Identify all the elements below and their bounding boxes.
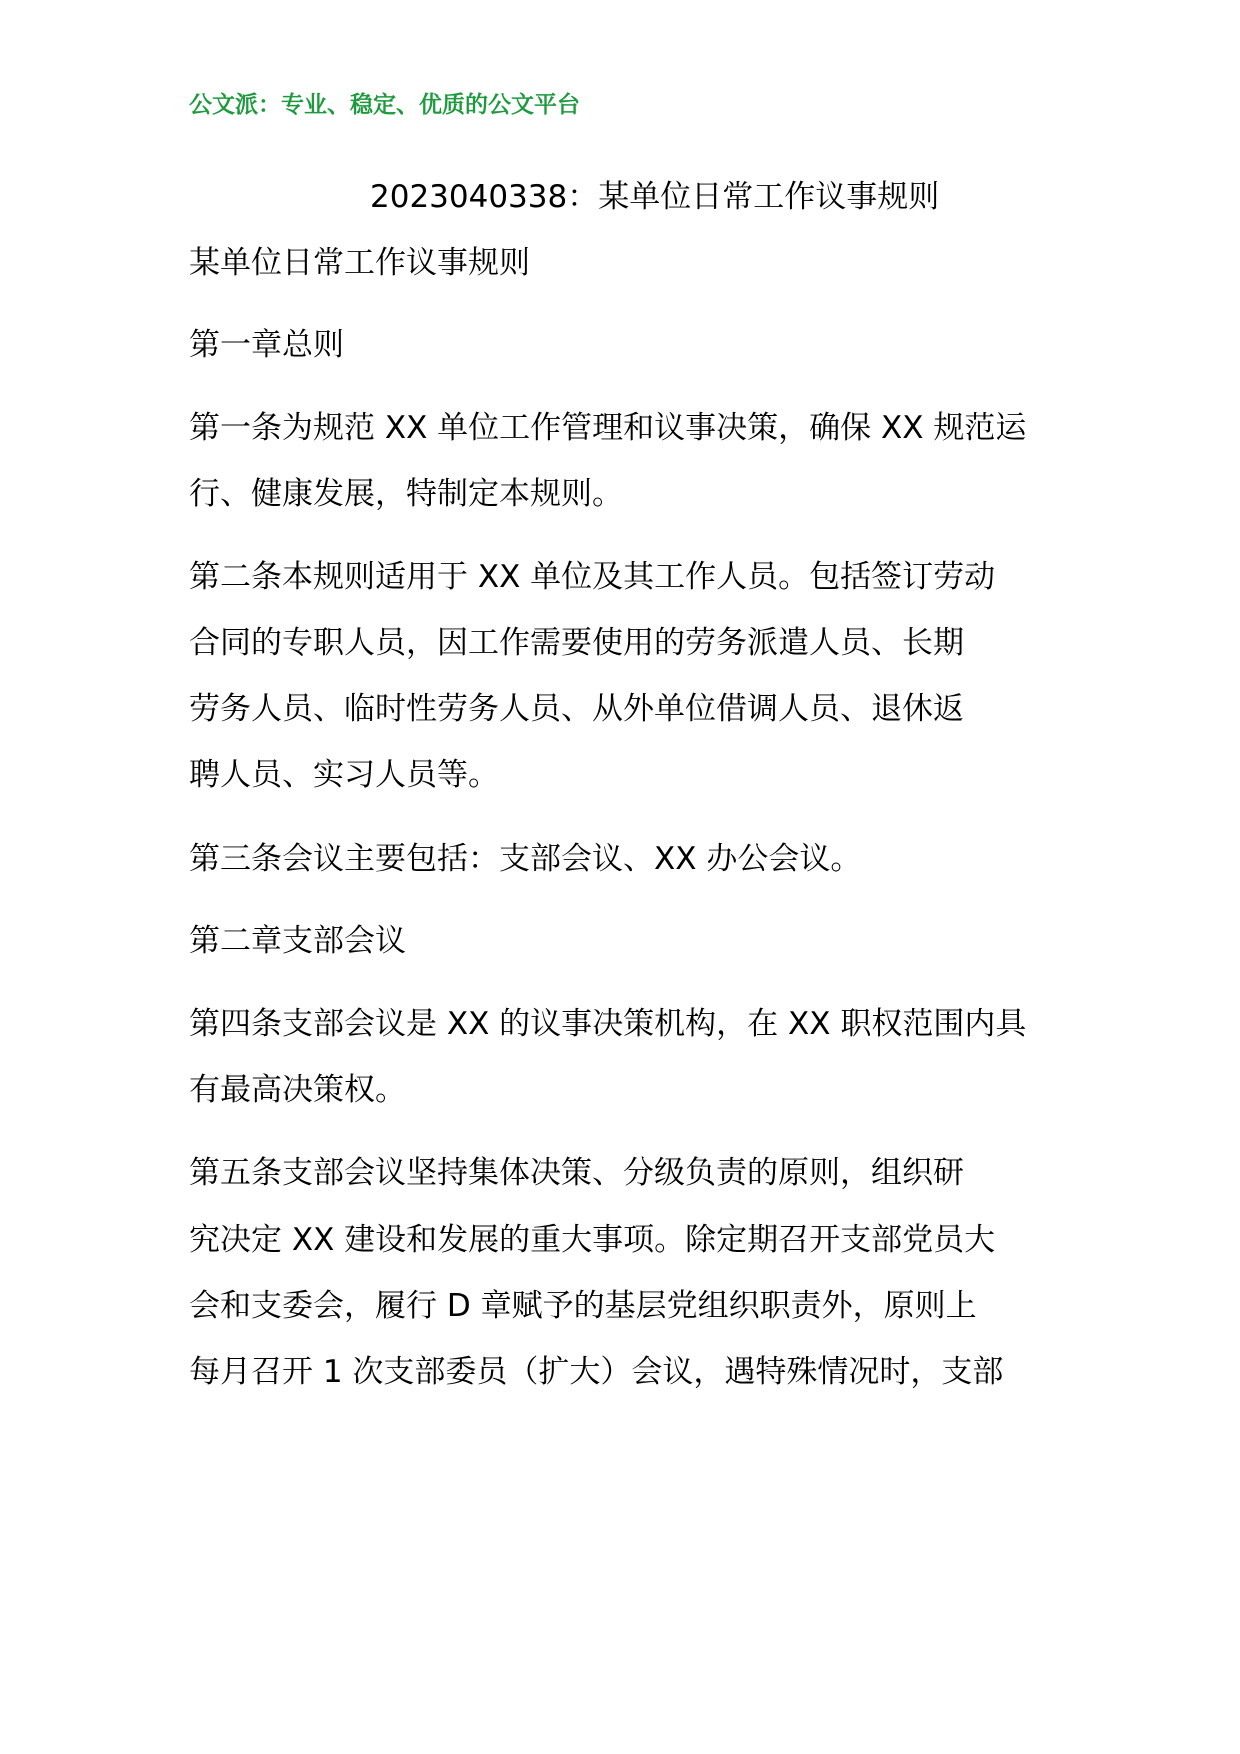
paragraph-line: 第二条本规则适用于 XX 单位及其工作人员。包括签订劳动: [189, 559, 996, 595]
document-heading: 某单位日常工作议事规则: [189, 245, 530, 281]
paragraph-line: 第五条支部会议坚持集体决策、分级负责的原则，组织研: [189, 1155, 964, 1191]
paragraph-line: 聘人员、实习人员等。: [189, 757, 499, 793]
paragraph-line: 行、健康发展，特制定本规则。: [189, 476, 623, 512]
chapter-heading: 第二章支部会议: [189, 923, 406, 959]
paragraph-line: 究决定 XX 建设和发展的重大事项。除定期召开支部党员大: [189, 1222, 996, 1258]
chapter-heading: 第一章总则: [189, 327, 344, 363]
paragraph-line: 第三条会议主要包括：支部会议、XX 办公会议。: [189, 841, 862, 877]
paragraph-line: 第四条支部会议是 XX 的议事决策机构，在 XX 职权范围内具: [189, 1006, 1027, 1042]
paragraph-line: 有最高决策权。: [189, 1072, 406, 1108]
paragraph-line: 会和支委会，履行 D 章赋予的基层党组织职责外，原则上: [189, 1288, 977, 1324]
paragraph-line: 合同的专职人员，因工作需要使用的劳务派遣人员、长期: [189, 625, 964, 661]
document-title: 2023040338：某单位日常工作议事规则: [370, 179, 940, 215]
paragraph-line: 劳务人员、临时性劳务人员、从外单位借调人员、退休返: [189, 691, 964, 727]
paragraph-line: 每月召开 1 次支部委员（扩大）会议，遇特殊情况时，支部: [189, 1354, 1004, 1390]
paragraph-line: 第一条为规范 XX 单位工作管理和议事决策，确保 XX 规范运: [189, 410, 1027, 446]
brand-tagline: 公文派：专业、稳定、优质的公文平台: [189, 92, 580, 118]
